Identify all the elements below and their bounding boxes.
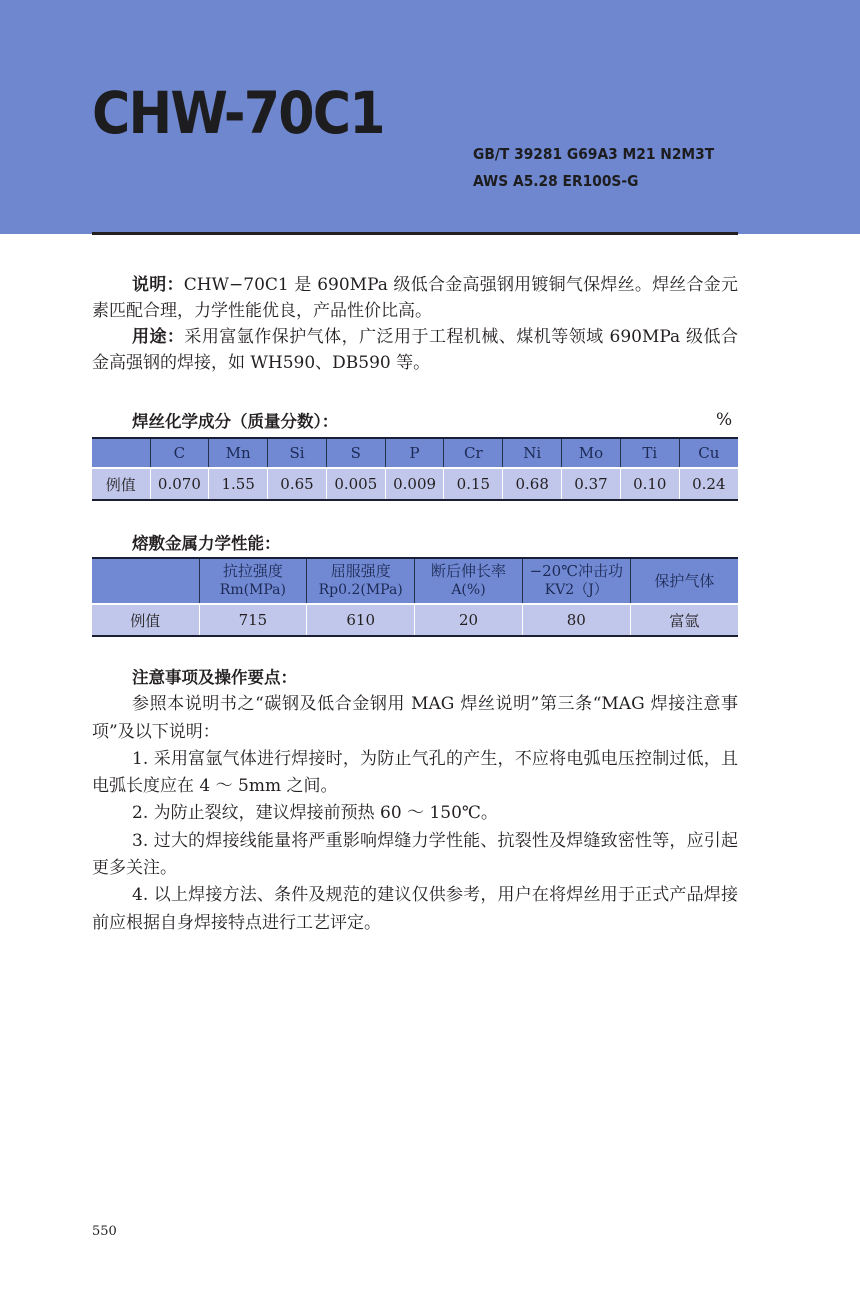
note-item: 3. 过大的焊接线能量将严重影响焊缝力学性能、抗裂性及焊缝致密性等，应引起更多关注。 [92, 830, 738, 879]
chemical-value-cell: 0.009 [385, 468, 444, 500]
usage-label: 用途： [132, 327, 185, 347]
chemical-header-cell: Ni [503, 438, 562, 468]
chemical-value-cell: 0.10 [620, 468, 679, 500]
header-rule [92, 232, 738, 235]
chemical-header-cell: P [385, 438, 444, 468]
note-item: 4. 以上焊接方法、条件及规范的建议仅供参考，用户在将焊丝用于正式产品焊接前应根据自身焊接特点进行工艺评定。 [92, 885, 738, 933]
chemical-unit: % [716, 410, 733, 430]
chemical-value-cell: 0.15 [444, 468, 503, 500]
mechanical-header-cell [92, 558, 199, 604]
chemical-value-cell: 0.005 [326, 468, 385, 500]
chemical-value-cell: 例值 [92, 468, 150, 500]
chemical-table [92, 437, 738, 501]
mechanical-header-row [92, 558, 738, 604]
usage-paragraph [92, 324, 738, 376]
description-label: 说明： [132, 275, 184, 295]
chemical-header-cell: Cr [444, 438, 503, 468]
mechanical-value-cell: 610 [307, 604, 415, 636]
chemical-header-cell: Mn [209, 438, 268, 468]
mechanical-value-cell: 20 [415, 604, 523, 636]
usage-text: 采用富氩作保护气体，广泛用于工程机械、煤机等领域 690MPa 级低合金高强钢的焊接，如 WH590、DB590 等。 [92, 327, 738, 373]
chemical-title: 焊丝化学成分（质量分数）： [132, 412, 339, 431]
mechanical-value-cell: 715 [199, 604, 307, 636]
standard-gb: GB/T 39281 G69A3 M21 N2M3T [473, 145, 715, 163]
chemical-header-cell: Mo [562, 438, 621, 468]
mechanical-header-cell [307, 558, 415, 604]
note-item: 参照本说明书之“碳钢及低合金钢用 MAG 焊丝说明”第三条“MAG 焊接注意事项”及以下说明： [92, 694, 738, 742]
header-line1: −20℃冲击功 [529, 562, 623, 580]
note-item: 1. 采用富氩气体进行焊接时，为防止气孔的产生，不应将电弧电压控制过低，且电弧长度应在 4 ～ 5mm 之间。 [92, 748, 738, 797]
header-line1: 抗拉强度 [222, 562, 283, 580]
chemical-header-cell: Ti [620, 438, 679, 468]
chemical-value-cell: 0.68 [503, 468, 562, 500]
chemical-header-cell: Cu [679, 438, 738, 468]
chemical-value-cell: 0.37 [562, 468, 621, 500]
chemical-value-row [92, 468, 738, 500]
mechanical-value-cell: 富氩 [630, 604, 738, 636]
mechanical-table [92, 557, 738, 637]
notes-title: 注意事项及操作要点： [132, 668, 297, 687]
header-band [0, 0, 860, 234]
standard-aws: AWS A5.28 ER100S-G [473, 172, 639, 190]
chemical-value-cell: 0.24 [679, 468, 738, 500]
chemical-header-cell: Si [268, 438, 327, 468]
product-code: CHW-70C1 [92, 79, 384, 147]
mechanical-title: 熔敷金属力学性能： [132, 534, 281, 553]
chemical-header-cell: S [326, 438, 385, 468]
header-line1: 保护气体 [654, 571, 715, 590]
header-line1: 屈服强度 [330, 562, 391, 580]
mechanical-header-cell [522, 558, 630, 604]
mechanical-value-row [92, 604, 738, 636]
chemical-header-row [92, 438, 738, 468]
header-line1: 断后伸长率 [430, 562, 506, 580]
note-item: 2. 为防止裂纹，建议焊接前预热 60 ～ 150℃。 [132, 803, 498, 824]
chemical-value-cell: 0.070 [150, 468, 209, 500]
chemical-header-cell [92, 438, 150, 468]
header-line2: Rp0.2(MPa) [318, 582, 403, 598]
description-text: CHW−70C1 是 690MPa 级低合金高强钢用镀铜气保焊丝。焊丝合金元素匹配合理，力学性能优良，产品性价比高。 [92, 275, 739, 321]
chemical-header-cell: C [150, 438, 209, 468]
mechanical-value-cell: 80 [522, 604, 630, 636]
mechanical-header-cell [630, 558, 738, 604]
mechanical-header-cell [415, 558, 523, 604]
mechanical-header-cell [199, 558, 307, 604]
header-line2: Rm(MPa) [219, 582, 286, 598]
notes-section [92, 664, 738, 937]
page-number: 550 [92, 1224, 117, 1239]
header-line2: A(%) [451, 582, 486, 598]
chemical-value-cell: 0.65 [268, 468, 327, 500]
description-paragraph [92, 272, 738, 324]
header-line2: KV2（J） [544, 582, 608, 598]
mechanical-value-cell: 例值 [92, 604, 199, 636]
chemical-value-cell: 1.55 [209, 468, 268, 500]
